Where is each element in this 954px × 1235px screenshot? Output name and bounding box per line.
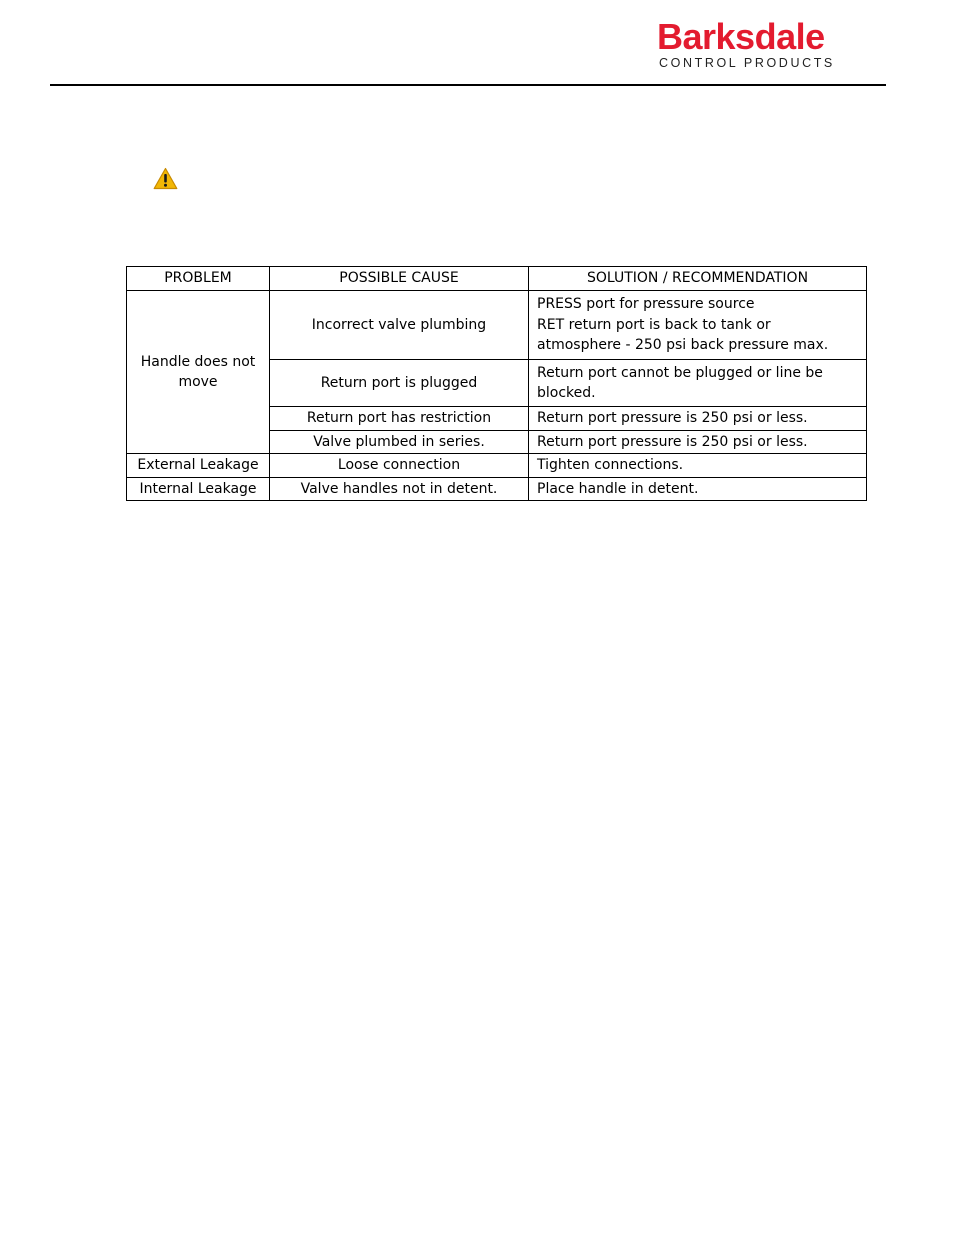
logo-wordmark: Barksdale xyxy=(657,16,825,57)
table-row xyxy=(127,291,867,360)
header-problem: PROBLEM xyxy=(127,267,270,291)
table-header-row xyxy=(127,267,867,291)
warning-triangle-icon xyxy=(153,167,178,190)
solution-cell: Place handle in detent. xyxy=(529,477,867,501)
problem-cell: External Leakage xyxy=(127,454,270,478)
cause-cell: Valve handles not in detent. xyxy=(270,477,529,501)
problem-cell: Internal Leakage xyxy=(127,477,270,501)
problem-cell: Handle does not move xyxy=(127,291,270,454)
company-logo xyxy=(657,18,847,70)
solution-cell xyxy=(529,291,867,360)
header-solution: SOLUTION / RECOMMENDATION xyxy=(529,267,867,291)
solution-cell: Return port cannot be plugged or line be blocked. xyxy=(529,360,867,407)
solution-cell: Return port pressure is 250 psi or less. xyxy=(529,430,867,454)
table-row xyxy=(127,477,867,501)
solution-line: PRESS port for pressure source xyxy=(537,296,755,313)
cause-cell: Valve plumbed in series. xyxy=(270,430,529,454)
header-possible-cause: POSSIBLE CAUSE xyxy=(270,267,529,291)
header-divider xyxy=(50,84,886,86)
cause-cell: Incorrect valve plumbing xyxy=(270,291,529,360)
troubleshooting-table xyxy=(126,266,867,501)
solution-cell: Tighten connections. xyxy=(529,454,867,478)
table-row xyxy=(127,454,867,478)
cause-cell: Return port has restriction xyxy=(270,407,529,431)
solution-line: RET return port is back to tank or atmosphere - 250 psi back pressure max. xyxy=(537,316,829,354)
cause-cell: Return port is plugged xyxy=(270,360,529,407)
solution-cell: Return port pressure is 250 psi or less. xyxy=(529,407,867,431)
logo-tagline: CONTROL PRODUCTS xyxy=(659,56,835,70)
cause-cell: Loose connection xyxy=(270,454,529,478)
